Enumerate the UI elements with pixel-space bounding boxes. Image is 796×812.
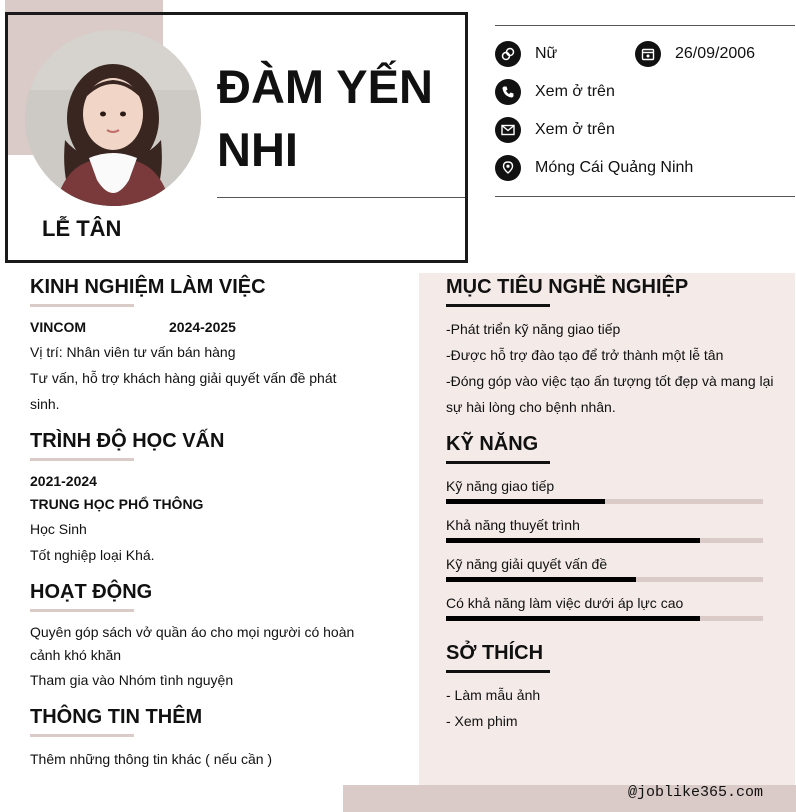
portrait-photo (25, 30, 201, 206)
education-heading: TRÌNH ĐỘ HỌC VẤN (30, 430, 225, 452)
calendar-icon (635, 41, 661, 67)
education-role: Học Sinh (30, 521, 87, 537)
education-underline (30, 458, 134, 461)
hobby-item-2: - Xem phim (446, 713, 518, 729)
skill-bar-fill (446, 616, 700, 621)
extra-info-heading: THÔNG TIN THÊM (30, 706, 203, 728)
job-title: LỄ TÂN (42, 216, 122, 241)
experience-description-line-2: sinh. (30, 396, 60, 412)
skill-label: Có khả năng làm việc dưới áp lực cao (446, 595, 684, 611)
objective-heading: MỤC TIÊU NGHỀ NGHIỆP (446, 276, 689, 298)
phone-icon (495, 79, 521, 105)
skill-bar-fill (446, 577, 636, 582)
name-line-2: NHI (217, 123, 298, 176)
email-icon (495, 117, 521, 143)
skill-label: Kỹ năng giải quyết vấn đề (446, 556, 608, 572)
contact-divider-top (495, 25, 795, 26)
avatar (25, 30, 201, 206)
hobbies-heading: SỞ THÍCH (446, 642, 544, 664)
experience-company: VINCOM (30, 319, 86, 335)
name-divider (217, 197, 465, 198)
contact-email (495, 117, 615, 143)
skill-bar-track (446, 499, 763, 504)
skill-bar-fill (446, 538, 700, 543)
activity-item-2: Tham gia vào Nhóm tình nguyện (30, 672, 234, 688)
education-result: Tốt nghiệp loại Khá. (30, 547, 155, 563)
gender-icon (495, 41, 521, 67)
hobbies-underline (446, 670, 550, 673)
skill-bar-track (446, 538, 763, 543)
activities-heading: HOẠT ĐỘNG (30, 581, 153, 603)
skill-bar-track (446, 616, 763, 621)
skills-underline (446, 461, 550, 464)
address-value: Móng Cái Quảng Ninh (535, 159, 694, 176)
contact-address (495, 155, 693, 181)
skills-heading: KỸ NĂNG (446, 433, 539, 455)
contact-dob (635, 41, 755, 67)
skill-bar-track (446, 577, 763, 582)
contact-divider-bottom (495, 196, 795, 197)
objective-line-1: -Phát triển kỹ năng giao tiếp (446, 321, 621, 337)
email-value: Xem ở trên (535, 121, 615, 138)
activities-underline (30, 609, 134, 612)
contact-phone (495, 79, 615, 105)
name-line-1: ĐÀM YẾN (217, 60, 433, 113)
dob-value: 26/09/2006 (675, 45, 756, 62)
activity-item-1-line-1: Quyên góp sách vở quần áo cho mọi người có hoàn (30, 624, 355, 640)
extra-info-underline (30, 734, 134, 737)
experience-position: Vị trí: Nhân viên tư vấn bán hàng (30, 344, 236, 360)
extra-info-text: Thêm những thông tin khác ( nếu cần ) (30, 751, 273, 767)
contact-gender (495, 41, 557, 67)
skill-bar-fill (446, 499, 605, 504)
candidate-name (217, 55, 457, 181)
experience-underline (30, 304, 134, 307)
education-school: TRUNG HỌC PHỔ THÔNG (30, 496, 204, 512)
location-icon (495, 155, 521, 181)
objective-line-4: sự hài lòng cho bệnh nhân. (446, 399, 616, 415)
objective-line-2: -Được hỗ trợ đào tạo để trở thành một lễ tân (446, 347, 724, 363)
experience-period: 2024-2025 (169, 319, 236, 335)
experience-heading: KINH NGHIỆM LÀM VIỆC (30, 276, 266, 298)
experience-description-line-1: Tư vấn, hỗ trợ khách hàng giải quyết vấn đề phát (30, 370, 337, 386)
objective-line-3: -Đóng góp vào việc tạo ấn tượng tốt đẹp và mang lại (446, 373, 774, 389)
activity-item-1-line-2: cảnh khó khăn (30, 647, 122, 663)
skill-label: Khả năng thuyết trình (446, 517, 580, 533)
skill-label: Kỹ năng giao tiếp (446, 478, 555, 494)
watermark: @joblike365.com (628, 784, 764, 801)
hobby-item-1: - Làm mẫu ảnh (446, 687, 541, 703)
gender-value: Nữ (535, 45, 558, 62)
education-period: 2021-2024 (30, 473, 97, 489)
objective-underline (446, 304, 550, 307)
phone-value: Xem ở trên (535, 83, 615, 100)
